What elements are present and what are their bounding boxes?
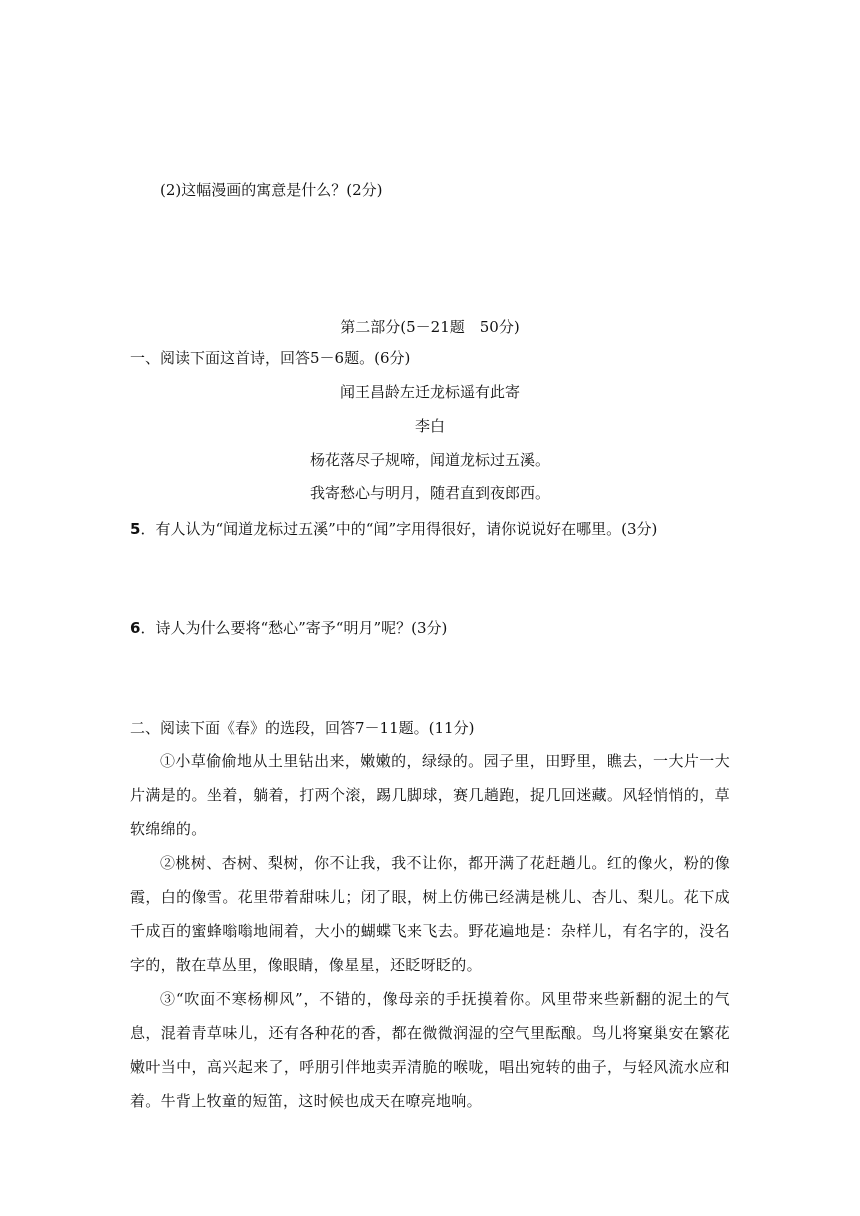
question-5 — [130, 518, 657, 540]
section-1-heading: 一、阅读下面这首诗，回答5－6题。(6分) — [130, 349, 411, 367]
question-6 — [130, 617, 447, 639]
passage-paragraph-2: ②桃树、杏树、梨树，你不让我，我不让你，都开满了花赶趟儿。红的像火，粉的像霞，白的像雪。花里带着甜味儿；闭了眼，树上仿佛已经满是桃儿、杏儿、梨儿。花下成千成百的蜜蜂嗡嗡地闹着，大小的蝴蝶飞来飞去。野花遍地是：杂样儿，有名字的，没名字的，散在草丛里，像眼睛，像星星，还眨呀眨的。 — [130, 854, 730, 974]
question-5-number: 5 — [130, 520, 141, 538]
question-4-2: (2)这幅漫画的寓意是什么？(2分) — [160, 181, 383, 199]
question-6-text: ．诗人为什么要将“愁心”寄予“明月”呢？(3分) — [140, 619, 448, 637]
part-two-header: 第二部分(5－21题 50分) — [340, 318, 520, 336]
poem-line-1: 杨花落尽子规啼，闻道龙标过五溪。 — [309, 451, 550, 469]
passage-paragraph-1: ①小草偷偷地从土里钻出来，嫩嫩的，绿绿的。园子里，田野里，瞧去，一大片一大片满是的。坐着，躺着，打两个滚，踢几脚球，赛几趟跑，捉几回迷藏。风轻悄悄的，草软绵绵的。 — [130, 752, 730, 838]
poem-title: 闻王昌龄左迁龙标遥有此寄 — [339, 383, 520, 401]
question-6-number: 6 — [130, 619, 141, 637]
section-2-heading: 二、阅读下面《春》的选段，回答7－11题。(11分) — [130, 719, 475, 737]
poem-author: 李白 — [414, 417, 445, 435]
poem-line-2: 我寄愁心与明月，随君直到夜郎西。 — [309, 484, 550, 502]
passage-paragraph-3: ③“吹面不寒杨柳风”，不错的，像母亲的手抚摸着你。风里带来些新翻的泥土的气息，混着青草味儿，还有各种花的香，都在微微润湿的空气里酝酿。鸟儿将窠巢安在繁花嫩叶当中，高兴起来了，呼朋引伴地卖弄清脆的喉咙，唱出宛转的曲子，与轻风流水应和着。牛背上牧童的短笛，这时候也成天在嘹亮地响。 — [130, 990, 730, 1110]
question-5-text: ．有人认为“闻道龙标过五溪”中的“闻”字用得很好，请你说说好在哪里。(3分) — [140, 520, 658, 538]
